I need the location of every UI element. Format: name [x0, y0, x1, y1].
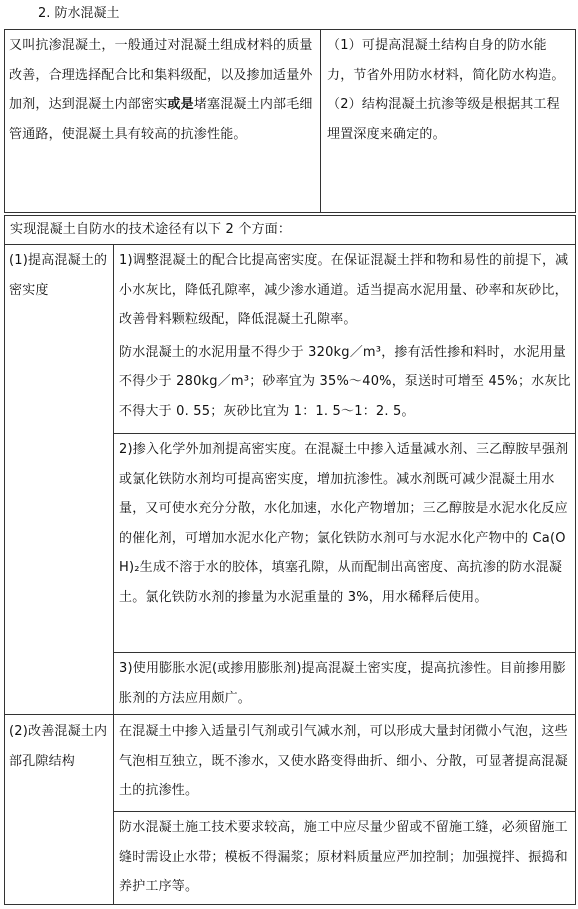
group1-item2: 2)掺入化学外加剂提高密实度。在混凝土中掺入适量减水剂、三乙醇胺早强剂或氯化铁防水剂均可提高密实度，增加抗渗性。减水剂既可减少混凝土用水量，又可使水充分分散，水化加速，水化产物增加；三乙醇胺是水泥水化反应的催化剂，可增加水泥水化产物；氯化铁防水剂可与水泥水化产物中的 Ca(OH)₂生成不溶于水的胶体，填塞孔隙，从而配制出高密度、高抗渗的防水混凝土。氯化铁防水剂的掺量为水泥重量的 3%，用水稀释后使用。 [119, 442, 569, 605]
group1-item1-divider [113, 433, 576, 434]
methods-header: 实现混凝土自防水的技术途径有以下 2 个方面： [10, 222, 292, 237]
intro-benefits [327, 31, 571, 149]
section-title: 2. 防水混凝土 [38, 6, 120, 21]
group2-label: (2)改善混凝土内部孔隙结构 [9, 724, 108, 769]
label-column-divider [113, 244, 114, 905]
intro-column-divider [320, 29, 321, 213]
intro-definition-text-1: 又叫抗渗混凝土，一般通过对混凝土组成材料的质量改善，合理选择配合比和集料级配，以及掺加适量外加剂，达到混凝土内部密实 [9, 38, 313, 112]
group1-item1-text-a: 1)调整混凝土的配合比提高密实度。在保证混凝土拌和物和易性的前提下，减小水灰比，降低孔隙率，减少渗水通道。适当提高水泥用量、砂率和灰砂比，改善骨料颗粒级配，降低混凝土孔隙率。 [119, 253, 569, 327]
group1-item1-text-b: 防水混凝土的水泥用量不得少于 320kg／m³，掺有活性掺和料时，水泥用量不得少于 280kg／m³；砂率宜为 35%～40%，泵送时可增至 45%；水灰比不得大于 0. 55；灰砂比宜为 1：1. 5～1：2. 5。 [119, 344, 571, 419]
group2-item2: 防水混凝土施工技术要求较高，施工中应尽量少留或不留施工缝，必须留施工缝时需设止水带；模板不得漏浆；原材料质量应严加控制；加强搅拌、振捣和养护工序等。 [119, 820, 568, 894]
group-divider [4, 714, 576, 715]
group1-label: (1)提高混凝土的密实度 [9, 253, 108, 298]
intro-definition-bold: 或是 [167, 97, 194, 112]
group2-item1: 在混凝土中掺入适量引气剂或引气减水剂，可以形成大量封闭微小气泡，这些气泡相互独立，既不渗水，又使水路变得曲折、细小、分散，可显著提高混凝土的抗渗性。 [119, 724, 568, 798]
group2-item1-divider [113, 811, 576, 812]
group1-item2-divider [113, 652, 576, 653]
intro-benefit-1: （1）可提高混凝土结构自身的防水能力，节省外用防水材料，简化防水构造。 [327, 38, 565, 83]
header-divider [4, 244, 576, 245]
group1-item1 [119, 246, 571, 426]
group1-item3: 3)使用膨胀水泥(或掺用膨胀剂)提高混凝土密实度，提高抗渗性。目前掺用膨胀剂的方法应用颇广。 [119, 661, 566, 706]
intro-definition-text-2: 堵塞混凝土内部毛细管通路，使混凝土具有较高的抗渗性能。 [9, 97, 313, 142]
intro-benefit-2: （2）结构混凝土抗渗等级是根据其工程埋置深度来确定的。 [327, 97, 560, 142]
intro-definition [9, 31, 315, 149]
